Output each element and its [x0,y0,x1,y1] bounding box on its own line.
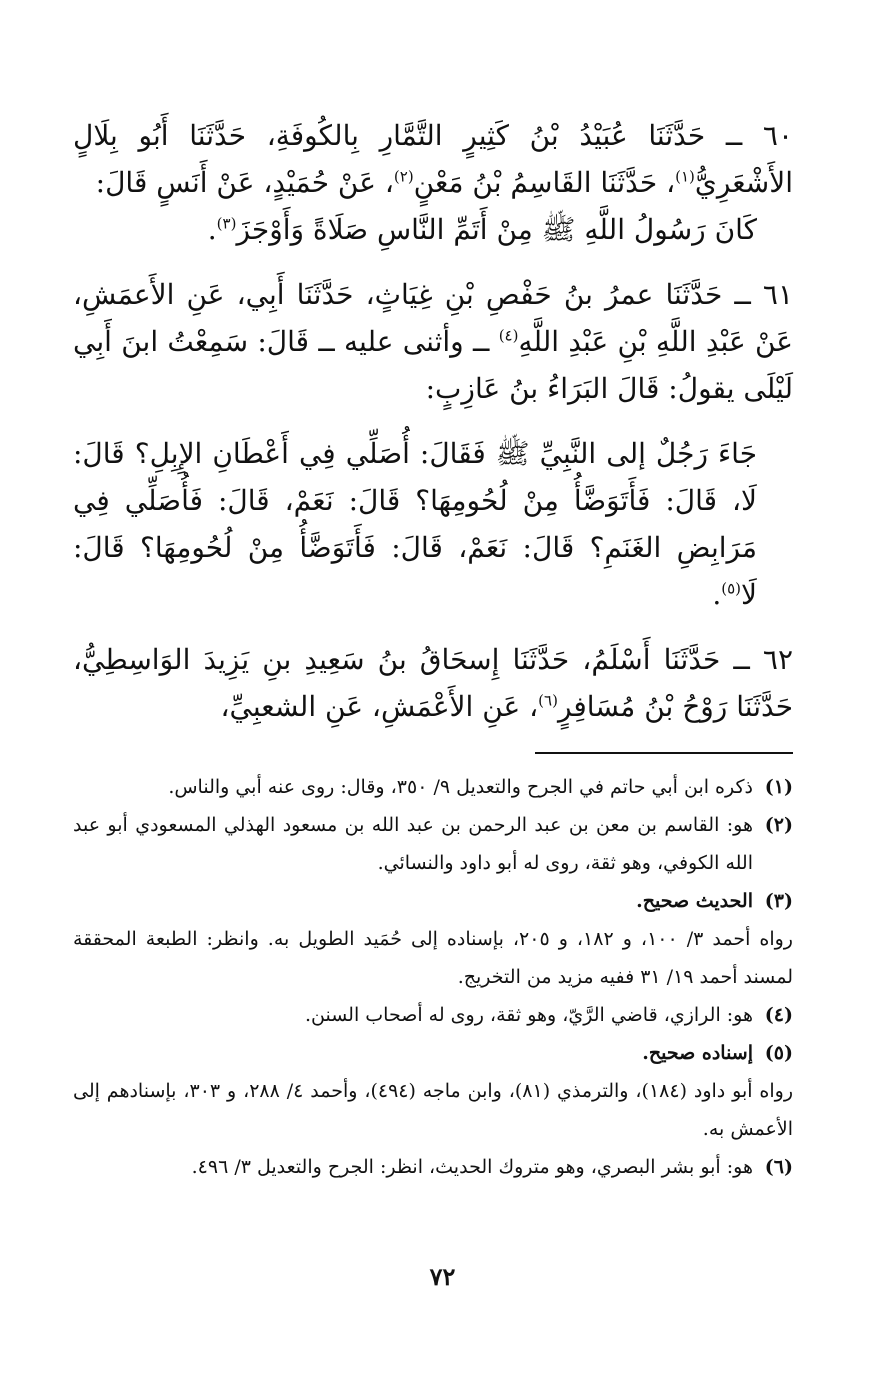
footnote-text: إسناده صحيح. [642,1042,753,1064]
footnote-text: هو: أبو بشر البصري، وهو متروك الحديث، انظر: الجرح والتعديل ٣/ ٤٩٦. [191,1156,753,1178]
footnotes [73,768,793,1186]
hadith-60-line1: ٦٠ ــ حَدَّثَنَا عُبَيْدُ بْنُ كَثِيرٍ التَّمَّارِ بِالكُوفَةِ، حَدَّثَنَا أَبُو بِلَالٍ [73,119,793,152]
footnote-ref-1[interactable]: (١) [675,167,695,186]
hadith-60-end: . [207,213,217,246]
hadith-60-text: كَانَ رَسُولُ اللَّهِ ﷺ مِنْ أَتَمِّ النَّاسِ صَلَاةً وَأَوْجَزَ [236,213,757,246]
footnote [73,996,793,1034]
hadith-61-text: جَاءَ رَجُلٌ إلى النَّبِيِّ ﷺ فَقَالَ: أُصَلِّي فِي أَعْطَانِ الإِبِلِ؟ قَالَ: لَا، قَالَ: فَأَتَوَضَّأُ مِنْ لُحُومِهَا؟ قَالَ: نَعَمْ، قَالَ: فَأُصَلِّي فِي مَرَابِضِ الغَنَمِ؟ قَالَ: نَعَمْ، قَالَ: فَأَتَوَضَّأُ مِنْ لُحُومِهَا؟ قَالَ: لَا [73,437,757,611]
hadith-61-line3: يقولُ: قَالَ البَرَاءُ بنُ عَازِبٍ: [425,372,735,405]
hadith-61-line2a: عَنْ عَبْدِ اللَّهِ بْنِ عَبْدِ اللَّهِ [518,325,793,358]
main-text [73,112,793,730]
hadith-60-matn [73,206,793,253]
hadith-61-end: . [712,578,722,611]
hadith-62-line2a: الوَاسِطِيُّ، حَدَّثَنَا رَوْحُ بْنُ مُسَافِرٍ [73,643,793,723]
hadith-61-line2b: ــ وأثنى عليه ــ قَالَ: سَمِعْتُ ابنَ أَبِي لَيْلَى [73,325,793,405]
footnote [73,768,793,806]
hadith-60-isnad [73,112,793,206]
footnote-number: (١) [764,776,793,798]
hadith-60-line2c: ، عَنْ حُمَيْدٍ، عَنْ أَنَسٍ قَالَ: [95,166,394,199]
page-number: ٧٢ [429,1262,456,1291]
hadith-62-line1: ٦٢ ــ حَدَّثَنَا أَسْلَمُ، حَدَّثَنَا إِسحَاقُ بنُ سَعِيدِ بنِ يَزِيدَ [203,643,793,676]
footnote-text: الحديث صحيح. [636,890,753,912]
footnote [73,1034,793,1072]
footnote-text: هو: الرازي، قاضي الرَّيّ، وهو ثقة، روى له أصحاب السنن. [304,1004,753,1026]
footnote [73,806,793,882]
hadith-60-line2a: الأَشْعَرِيُّ [694,166,793,199]
hadith-61-line1: ٦١ ــ حَدَّثَنَا عمرُ بنُ حَفْصِ بْنِ غِيَاثٍ، حَدَّثَنَا أَبِي، عَنِ الأَعمَشِ، [73,278,793,311]
footnote-ref-6[interactable]: (٦) [538,691,558,710]
footnote-number: (٦) [764,1156,793,1178]
footnote [73,1148,793,1186]
hadith-62-isnad [73,636,793,730]
hadith-62-line2b: ، عَنِ الأَعْمَشِ، عَنِ الشعبِيِّ، [220,690,539,723]
footnote-number: (٢) [764,814,793,836]
footnote-text: ذكره ابن أبي حاتم في الجرح والتعديل ٩/ ٣٥٠، وقال: روى عنه أبي والناس. [168,776,753,798]
footnote-text: رواه أحمد ٣/ ١٠٠، و ١٨٢، و ٢٠٥، بإسناده إلى حُمَيد الطويل به. وانظر: الطبعة المحققة لمسند أحمد ١٩/ ٣١ ففيه مزيد من التخريج. [73,928,793,988]
hadith-60-line2b: ، حَدَّثَنَا القَاسِمُ بْنُ مَعْنٍ [413,166,676,199]
footnote-ref-3[interactable]: (٣) [216,214,237,233]
hadith-61-isnad [73,271,793,412]
footnote-text: هو: القاسم بن معن بن عبد الرحمن بن عبد الله بن مسعود الهذلي المسعودي أبو عبد الله الكوفي، وهو ثقة، روى له أبو داود والنسائي. [73,814,753,874]
footnote-text: رواه أبو داود (١٨٤)، والترمذي (٨١)، وابن ماجه (٤٩٤)، وأحمد ٤/ ٢٨٨، و ٣٠٣، بإسنادهم إلى الأعمش به. [73,1080,794,1140]
footnote-continuation [73,1072,793,1148]
hadith-61-matn [73,430,793,618]
footnote-number: (٤) [764,1004,793,1026]
footnote-ref-4[interactable]: (٤) [498,326,519,345]
footnote-number: (٣) [764,890,793,912]
footnote-divider [535,752,793,754]
footnote [73,882,793,920]
footnote-continuation [73,920,793,996]
footnote-ref-5[interactable]: (٥) [721,579,742,598]
footnote-ref-2[interactable]: (٢) [393,167,414,186]
footnote-number: (٥) [764,1042,793,1064]
